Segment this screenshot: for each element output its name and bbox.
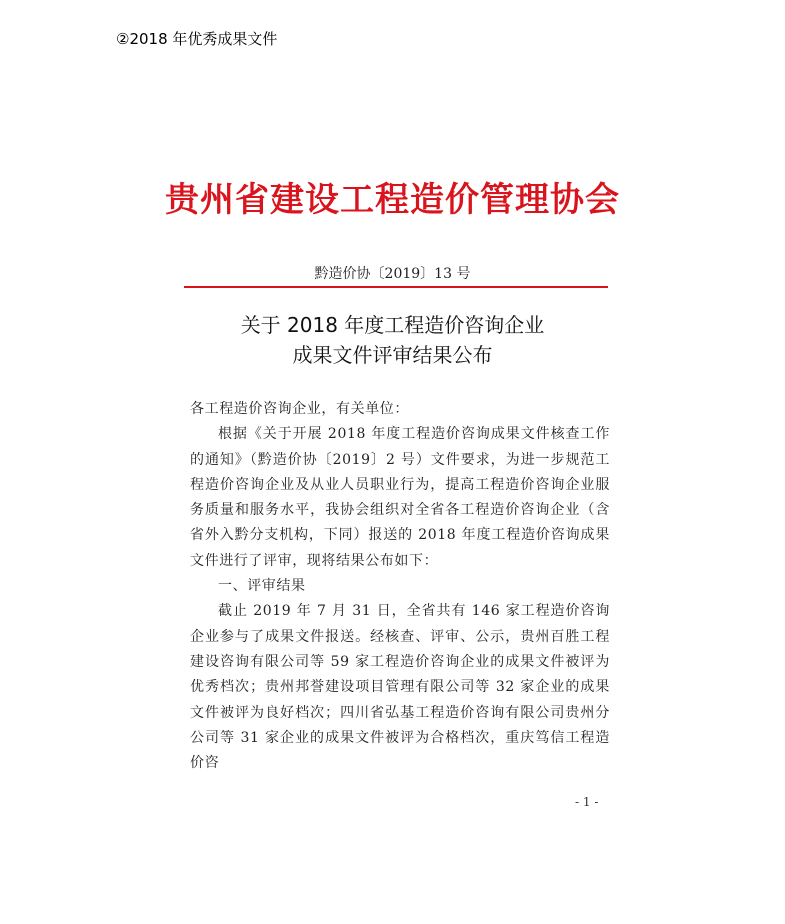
document-title <box>150 310 635 370</box>
paragraph-2: 截止 2019 年 7 月 31 日，全省共有 146 家工程造价咨询企业参与了成果文件报送。经核查、评审、公示，贵州百胜工程建设咨询有限公司等 59 家工程造价咨询企业的成果文件被评为优秀档次；贵州邦誉建设项目管理有限公司等 32 家企业的成果文件被评为良好档次；四川省弘基工程造价咨询有限公司贵州分公司等 31 家企业的成果文件被评为合格档次，重庆笃信工程造价咨 <box>190 603 610 772</box>
paragraph-1: 根据《关于开展 2018 年度工程造价咨询成果文件核查工作的通知》（黔造价协〔2019〕2 号）文件要求，为进一步规范工程造价咨询企业及从业人员职业行为，提高工程造价咨询企业服务质量和服务水平，我协会组织对全省各工程造价咨询企业（含省外入黔分支机构，下同）报送的 2018 年度工程造价咨询成果文件进行了评审，现将结果公布如下： <box>190 426 610 569</box>
org-header: 贵州省建设工程造价管理协会 <box>165 180 620 220</box>
title-line-2: 成果文件评审结果公布 <box>292 343 493 367</box>
page-number: - 1 - <box>575 795 599 809</box>
section-1-heading: 一、评审结果 <box>218 578 306 595</box>
red-divider <box>184 286 608 288</box>
document-body <box>190 397 610 776</box>
title-line-1: 关于 2018 年度工程造价咨询企业 <box>240 313 545 337</box>
salutation: 各工程造价咨询企业，有关单位： <box>190 401 409 417</box>
figure-caption: ②2018 年优秀成果文件 <box>116 30 278 48</box>
document-number: 黔造价协〔2019〕13 号 <box>314 266 471 282</box>
